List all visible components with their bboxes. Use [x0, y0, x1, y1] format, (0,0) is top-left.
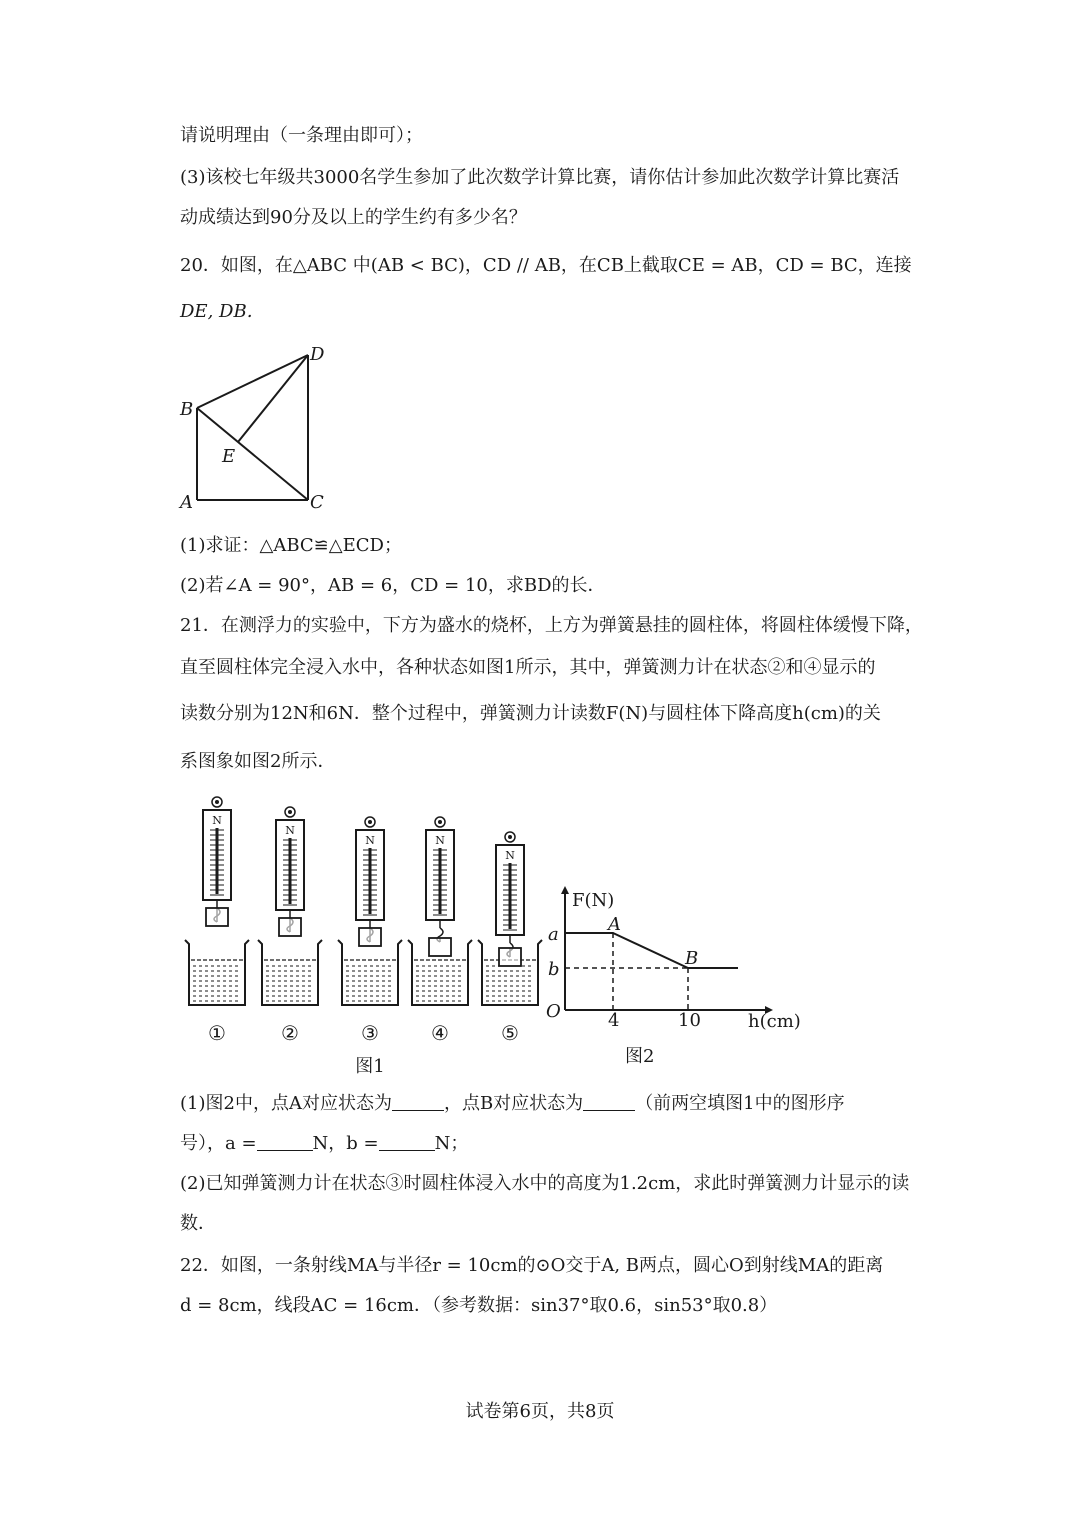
- q20-triangle-figure: [170, 340, 340, 520]
- q22-stem-line-1: 22．如图，一条射线MA与半径r = 10cm的⊙O交于A, B两点，圆心O到射线MA的距离: [180, 1255, 884, 1276]
- point-a-label: A: [608, 914, 621, 935]
- q21-figure1-spring-scales: [170, 790, 560, 1080]
- y-axis-label: F(N): [572, 890, 615, 911]
- q21-part1-text-f: N；: [434, 1133, 469, 1154]
- x-tick-10: 10: [678, 1010, 701, 1031]
- label-c: C: [310, 492, 324, 513]
- scale-unit-label: N: [365, 834, 375, 847]
- spring-scale-state-1: [185, 797, 249, 1045]
- state-label: ⑤: [501, 1021, 519, 1045]
- q20-part2: (2)若∠A = 90°，AB = 6，CD = 10，求BD的长．: [180, 575, 606, 596]
- point-b-label: B: [685, 948, 699, 969]
- spring-scale-state-2: [258, 807, 322, 1045]
- q21-part1-text-b: ，点B对应状态为: [443, 1093, 584, 1114]
- q21-figure2-graph: [540, 880, 820, 1080]
- y-tick-a: a: [548, 924, 559, 945]
- q21-part1-text-d: 号），a =: [180, 1133, 257, 1154]
- beaker: [338, 940, 402, 1005]
- q21-stem-line-2: 直至圆柱体完全浸入水中，各种状态如图1所示，其中，弹簧测力计在状态②和④显示的: [180, 657, 876, 678]
- q21-part1-text-a: (1)图2中，点A对应状态为: [180, 1093, 392, 1114]
- state-label: ②: [281, 1021, 299, 1045]
- label-e: E: [222, 446, 236, 467]
- answer-blank-a[interactable]: [257, 1132, 313, 1151]
- state-label: ③: [361, 1021, 379, 1045]
- label-d: D: [310, 344, 325, 365]
- q22-stem-line-2: d = 8cm，线段AC = 16cm．（参考数据：sin37°取0.6，sin53°取0.8）: [180, 1295, 778, 1316]
- q20-stem-line-1: 20．如图，在△ABC 中(AB < BC)，CD // AB，在CB上截取CE = AB，CD = BC，连接: [180, 255, 912, 276]
- q21-part1-line-1: [180, 1092, 910, 1116]
- q20-part1: (1)求证：△ABC≌△ECD；: [180, 535, 402, 556]
- q21-part1-line-2: [180, 1132, 910, 1156]
- cylinder-block: [359, 928, 381, 946]
- cylinder-block: [206, 908, 228, 926]
- page-footer: 试卷第6页，共8页: [465, 1401, 615, 1422]
- origin-label: O: [546, 1001, 561, 1022]
- state-label: ①: [208, 1021, 226, 1045]
- spring-scale-state-5: [478, 832, 542, 1045]
- q21-part1-text-c: （前两空填图1中的图形序: [635, 1093, 845, 1114]
- beaker: [185, 940, 249, 1005]
- cylinder-block: [499, 948, 521, 966]
- cylinder-block: [279, 918, 301, 936]
- q20-stem-line-2: DE, DB．: [180, 301, 265, 322]
- label-b: B: [180, 399, 194, 420]
- q21-part1-text-e: N，b =: [312, 1133, 379, 1154]
- q19-text-line-1: 请说明理由（一条理由即可）；: [180, 125, 423, 146]
- scale-unit-label: N: [435, 834, 445, 847]
- segment-bc: [197, 408, 308, 500]
- label-a: A: [180, 492, 193, 513]
- answer-blank-b[interactable]: [379, 1132, 435, 1151]
- y-tick-b: b: [548, 959, 560, 980]
- scale-unit-label: N: [285, 824, 295, 837]
- figure2-caption: 图2: [625, 1046, 655, 1067]
- answer-blank-state-b[interactable]: [583, 1092, 635, 1111]
- q19-part3-line-2: 动成绩达到90分及以上的学生约有多少名？: [180, 207, 527, 228]
- q19-part3-line-1: (3)该校七年级共3000名学生参加了此次数学计算比赛，请你估计参加此次数学计算比赛活: [180, 167, 900, 188]
- y-axis-arrow: [561, 886, 569, 894]
- cylinder-block: [429, 938, 451, 956]
- x-axis-label: h(cm): [748, 1011, 801, 1032]
- answer-blank-state-a[interactable]: [392, 1092, 444, 1111]
- spring-scale-state-4: [408, 817, 472, 1045]
- q21-stem-line-3: 读数分别为12N和6N．整个过程中，弹簧测力计读数F(N)与圆柱体下降高度h(cm)的关: [180, 703, 881, 724]
- segment-bd: [197, 355, 308, 408]
- figure1-caption: 图1: [355, 1056, 385, 1077]
- q21-part2-line-2: 数．: [180, 1213, 216, 1234]
- q21-stem-line-4: 系图象如图2所示．: [180, 751, 336, 772]
- q21-part2-line-1: (2)已知弹簧测力计在状态③时圆柱体浸入水中的高度为1.2cm，求此时弹簧测力计显示的读: [180, 1173, 910, 1194]
- scale-unit-label: N: [212, 814, 222, 827]
- q21-stem-line-1: 21．在测浮力的实验中，下方为盛水的烧杯，上方为弹簧悬挂的圆柱体，将圆柱体缓慢下降，: [180, 615, 923, 636]
- state-label: ④: [431, 1021, 449, 1045]
- segment-de: [238, 355, 308, 442]
- spring-scale-state-3: [338, 817, 402, 1045]
- beaker: [258, 940, 322, 1005]
- graph-line: [565, 933, 738, 968]
- scale-unit-label: N: [505, 849, 515, 862]
- x-tick-4: 4: [608, 1010, 620, 1031]
